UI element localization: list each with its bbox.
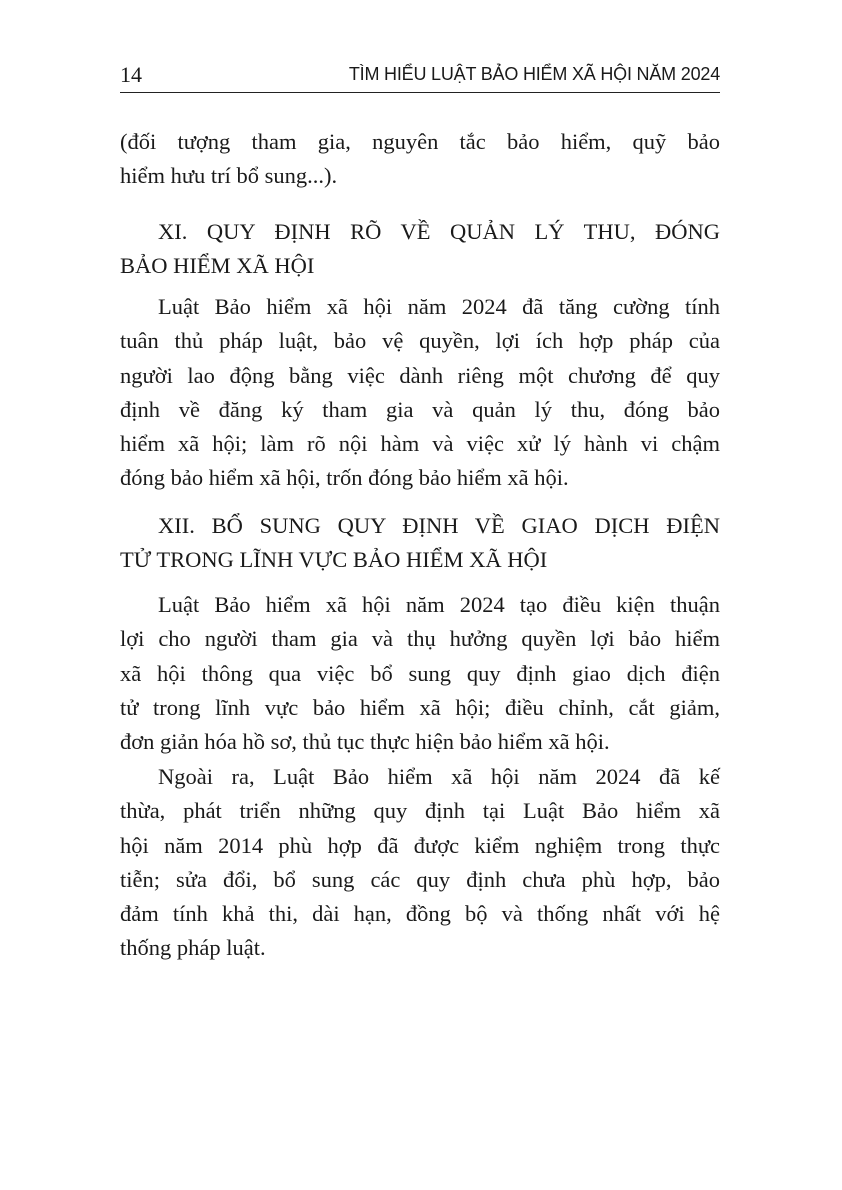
section-xi-heading [120, 215, 720, 284]
text-line: Luật Bảo hiểm xã hội năm 2024 tạo điều kiện thuận [158, 592, 720, 617]
running-title: TÌM HIỂU LUẬT BẢO HIỂM XÃ HỘI NĂM 2024 [348, 64, 720, 84]
text-line: thống pháp luật. [120, 935, 266, 961]
text-line: xã hội thông qua việc bổ sung quy định giao dịch điện [120, 660, 720, 686]
text-line: (đối tượng tham gia, nguyên tắc bảo hiểm, quỹ bảo [120, 129, 720, 154]
section-xii-paragraph [120, 588, 720, 759]
text-line: tiễn; sửa đổi, bổ sung các quy định chưa phù hợp, bảo [120, 866, 720, 892]
text-line: đóng bảo hiểm xã hội, trốn đóng bảo hiểm xã hội. [120, 465, 569, 491]
text-line: tử trong lĩnh vực bảo hiểm xã hội; điều chỉnh, cắt giảm, [120, 694, 720, 720]
heading-line: BẢO HIỂM XÃ HỘI [120, 253, 315, 279]
text-line: đơn giản hóa hồ sơ, thủ tục thực hiện bảo hiểm xã hội. [120, 729, 610, 755]
text-line: lợi cho người tham gia và thụ hưởng quyền lợi bảo hiểm [120, 626, 720, 652]
text-line: định về đăng ký tham gia và quản lý thu, đóng bảo [120, 396, 720, 422]
heading-line: TỬ TRONG LĨNH VỰC BẢO HIỂM XÃ HỘI [120, 547, 548, 573]
text-line: tuân thủ pháp luật, bảo vệ quyền, lợi ích hợp pháp của [120, 328, 720, 354]
heading-line: XII. BỔ SUNG QUY ĐỊNH VỀ GIAO DỊCH ĐIỆN [158, 513, 720, 538]
running-header [120, 60, 720, 93]
text-line: hiểm xã hội; làm rõ nội hàm và việc xử lý hành vi chậm [120, 431, 720, 457]
text-line: Luật Bảo hiểm xã hội năm 2024 đã tăng cường tính [158, 294, 720, 319]
text-line: hiểm hưu trí bổ sung...). [120, 163, 338, 189]
heading-line: XI. QUY ĐỊNH RÕ VỀ QUẢN LÝ THU, ĐÓNG [158, 219, 720, 244]
section-xii-paragraph-2 [120, 760, 720, 966]
text-line: thừa, phát triển những quy định tại Luật Bảo hiểm xã [120, 798, 720, 824]
intro-paragraph [120, 125, 720, 194]
text-line: Ngoài ra, Luật Bảo hiểm xã hội năm 2024 đã kế [158, 764, 720, 789]
text-line: hội năm 2014 phù hợp đã được kiểm nghiệm trong thực [120, 832, 720, 858]
text-line: đảm tính khả thi, dài hạn, đồng bộ và thống nhất với hệ [120, 901, 720, 927]
text-line: người lao động bằng việc dành riêng một chương để quy [120, 362, 720, 388]
section-xi-paragraph [120, 290, 720, 496]
page-number: 14 [120, 62, 142, 87]
section-xii-heading [120, 509, 720, 578]
